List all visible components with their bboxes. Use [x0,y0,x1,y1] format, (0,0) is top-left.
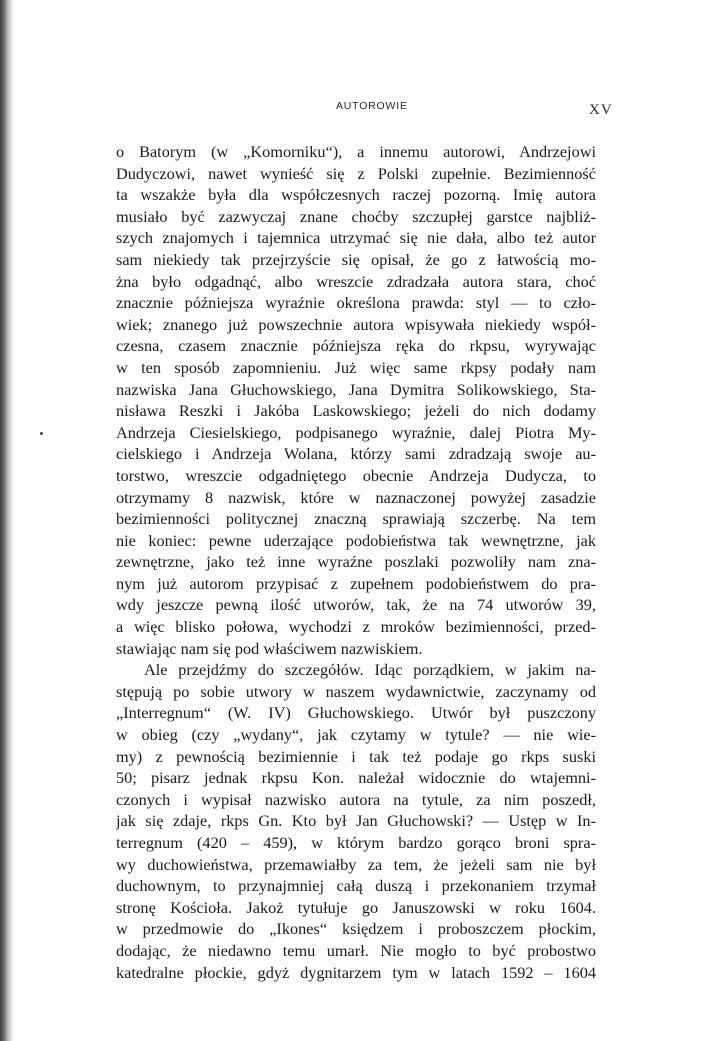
text-line: wdy jeszcze pewną ilość utworów, tak, że na 74 utworów 39, [116,595,596,615]
text-line: nisława Reszki i Jakóba Laskowskiego; jeżeli do nich dodamy [116,401,596,421]
text-line: nazwiska Jana Głuchowskiego, Jana Dymitra Solikowskiego, Sta- [116,379,596,399]
text-line: Andrzeja Ciesielskiego, podpisanego wyraźnie, dalej Piotra My- [116,422,596,442]
text-line: wy duchowieństwa, przemawiałby za tem, że jeżeli sam nie był [116,854,596,874]
text-line: sam niekiedy tak przejrzyście się opisał, że go z łatwością mo- [116,249,596,269]
text-line: o Batorym (w „Komorniku“), a innemu autorowi, Andrzejowi [116,142,596,161]
page-binding-edge [0,0,13,1041]
text-line: musiało być zazwyczaj znane choćby szczupłej garstce najbliż- [116,206,596,226]
text-line: „Interregnum“ (W. IV) Głuchowskiego. Utwór był puszczony [116,703,596,723]
text-line: duchownym, to przynajmniej całą duszą i przekonaniem trzymał [116,876,596,896]
running-header [0,100,720,118]
text-line: żna było odgadnąć, albo wreszcie zdradzała autora stara, choć [116,271,596,291]
page-number: XV [589,102,613,118]
text-line: stępują po sobie utwory w naszem wydawnictwie, zaczynamy od [116,681,596,701]
text-line: w przedmowie do „Ikones“ księdzem i proboszczem płockim, [116,919,596,939]
text-line: Ale przejdźmy do szczegółów. Idąc porządkiem, w jakim na- [144,660,596,680]
text-line: wiek; znanego już powszechnie autora wpisywała niekiedy współ- [116,314,596,334]
text-line: terregnum (420 – 459), w którym bardzo gorąco broni spra- [116,833,596,852]
running-title: AUTOROWIE [336,100,408,112]
text-line: znacznie późniejsza wyraźnie określona prawda: styl — to czło- [116,293,596,313]
text-line: nym już autorom przypisać z zupełnem podobieństwem do pra- [116,573,596,593]
text-line: w obieg (czy „wydany“, jak czytamy w tytule? — nie wie- [116,725,596,745]
text-line: szych znajomych i tajemnica utrzymać się nie dała, albo też autor [116,228,596,248]
text-line: ta wszakże była dla współczesnych raczej pozorną. Imię autora [116,185,596,205]
text-line: my) z pewnością bezimiennie i tak też podaje go rkps suski [116,746,596,766]
text-line: czonych i wypisał nazwisko autora na tytule, za nim poszedł, [116,789,596,809]
text-line: 50; pisarz jednak rkpsu Kon. należał widocznie do wtajemni- [116,768,596,788]
text-line: cielskiego i Andrzeja Wolana, którzy sami zdradzają swoje au- [116,444,596,464]
ink-speck [40,432,43,435]
text-line: otrzymamy 8 nazwisk, które w naznaczonej powyżej zasadzie [116,487,596,507]
text-line: Dudyczowi, nawet wynieść się z Polski zupełnie. Bezimienność [116,163,596,183]
body-text [116,141,596,983]
text-line: zewnętrzne, jako też inne wyraźne poszlaki pozwoliły nam zna- [116,552,596,572]
text-line: torstwo, wreszcie odgadniętego obecnie Andrzeja Dudycza, to [116,465,596,485]
text-line: nie koniec: pewne uderzające podobieństwa tak wewnętrzne, jak [116,530,596,550]
text-line: w ten sposób zapomnieniu. Już więc same rkpsy podały nam [116,357,596,377]
text-line: czesna, czasem znacznie późniejsza ręka do rkpsu, wyrywając [116,336,596,356]
text-line: dodając, że niedawno temu umarł. Nie mogło to być probostwo [116,940,596,960]
text-line: bezimienności politycznej znaczną sprawiają szczerbę. Na tem [116,509,596,529]
text-line: a więc blisko połowa, wychodzi z mroków bezimienności, przed- [116,617,596,637]
text-line: stronę Kościoła. Jakoż tytułuje go Januszowski w roku 1604. [116,897,596,917]
text-line: katedralne płockie, gdyż dygnitarzem tym w latach 1592 – 1604 [116,962,596,982]
text-line: stawiając nam się pod właściwem nazwiskiem. [116,638,423,658]
text-line: jak się zdaje, rkps Gn. Kto był Jan Głuchowski? — Ustęp w In- [116,811,596,831]
